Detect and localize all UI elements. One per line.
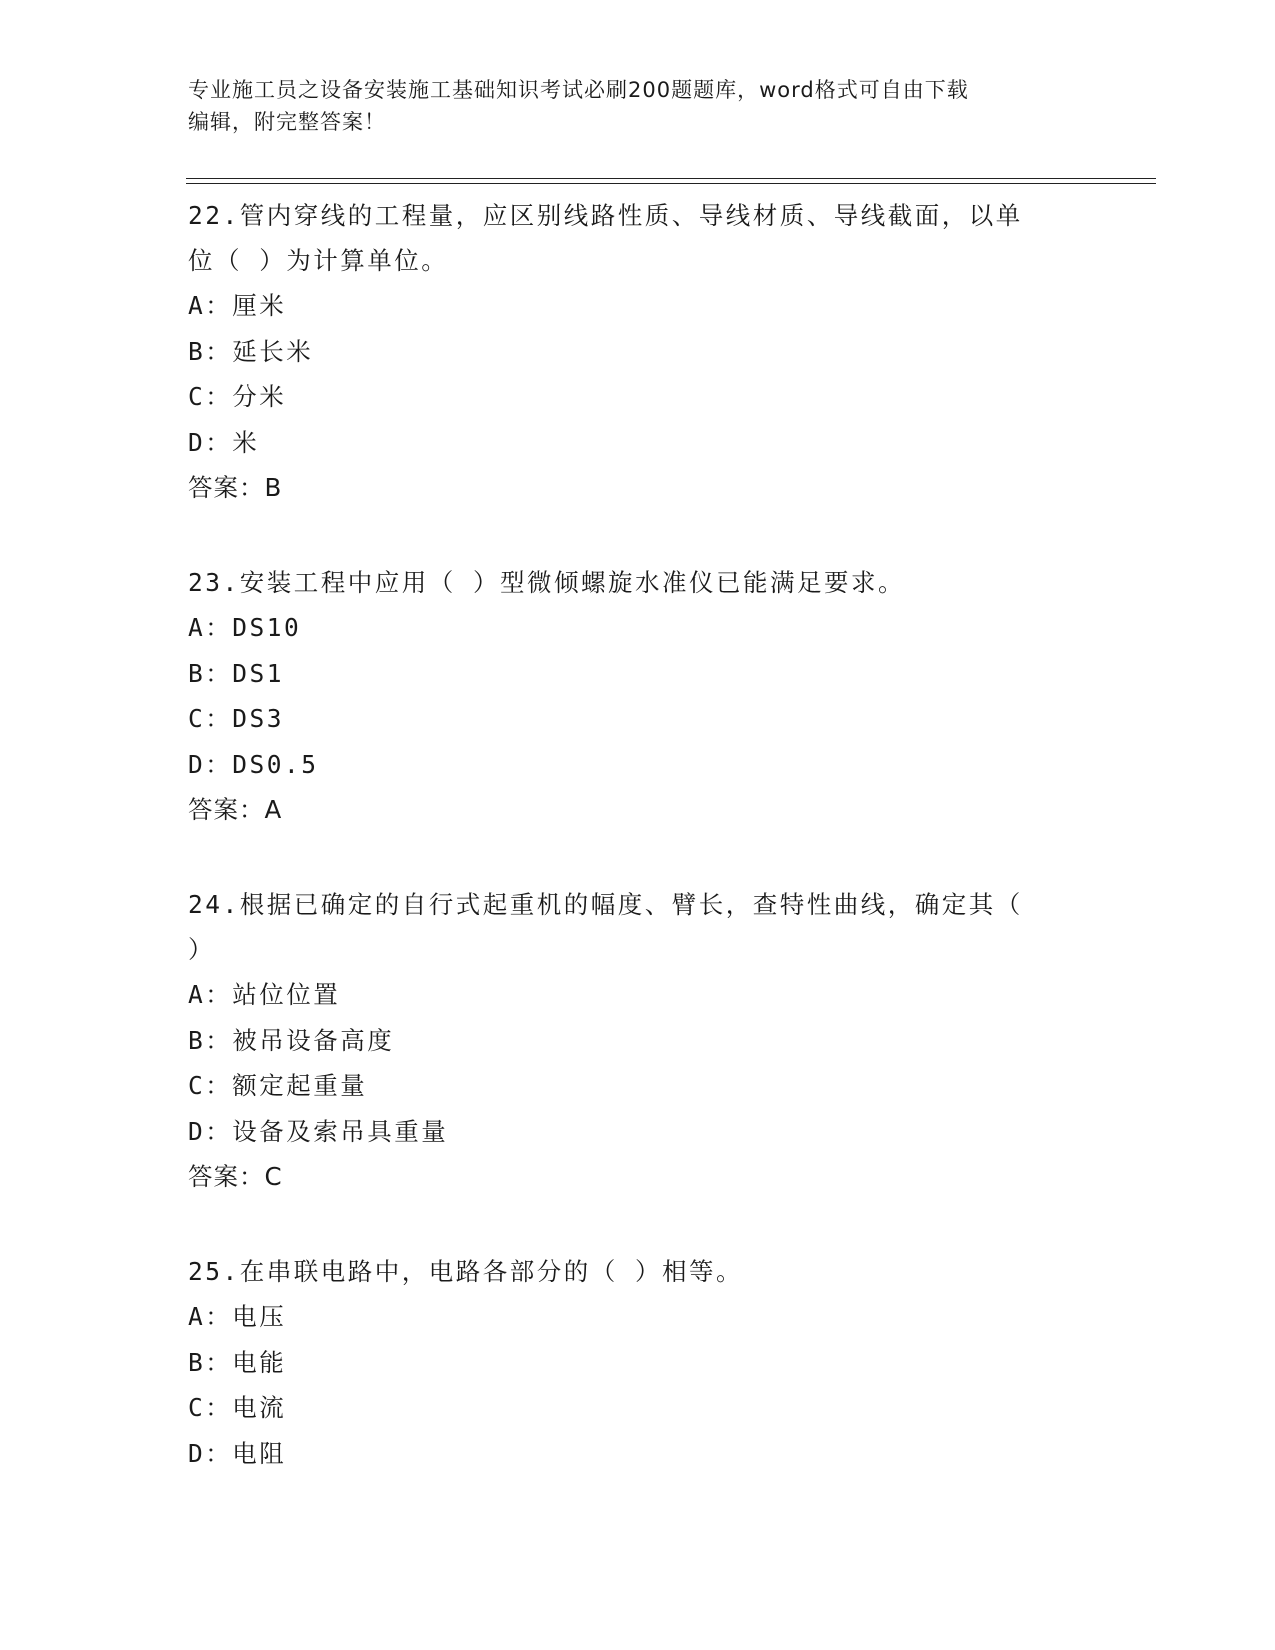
- question-list: [188, 193, 1088, 1476]
- question-spacer: [188, 1199, 1088, 1249]
- question-text: [188, 1249, 1088, 1294]
- option-b: B：DS1: [188, 658, 285, 688]
- question-text-line: 25.在串联电路中，电路各部分的（ ）相等。: [188, 1257, 743, 1286]
- option-b: B：延长米: [188, 336, 314, 366]
- header-line-1: 专业施工员之设备安装施工基础知识考试必刷200题题库，word格式可自由下载: [188, 78, 969, 102]
- question-text-line: 位（ ）为计算单位。: [188, 246, 449, 275]
- option-d: D：电阻: [188, 1438, 287, 1468]
- document-header: [188, 74, 1068, 138]
- option-a: A：站位位置: [188, 980, 341, 1009]
- question-text: [188, 193, 1088, 283]
- option-a: A：厘米: [188, 291, 287, 320]
- option-c: C：分米: [188, 382, 287, 411]
- question-text-line: 24.根据已确定的自行式起重机的幅度、臂长，查特性曲线，确定其（: [188, 890, 1023, 919]
- question-text: [188, 560, 1088, 605]
- option-c: C：额定起重量: [188, 1071, 368, 1100]
- question-spacer: [188, 832, 1088, 882]
- question-text: [188, 882, 1088, 972]
- question-text-line: 23.安装工程中应用（ ）型微倾螺旋水准仪已能满足要求。: [188, 568, 905, 597]
- question-spacer: [188, 510, 1088, 560]
- option-b: B：电能: [188, 1347, 287, 1377]
- question-22: [188, 193, 1088, 510]
- option-d: D：米: [188, 427, 260, 457]
- header-line-2: 编辑，附完整答案！: [188, 110, 386, 134]
- header-divider-bottom: [186, 183, 1156, 184]
- option-d: D：DS0.5: [188, 749, 319, 779]
- question-23: [188, 560, 1088, 832]
- question-25: [188, 1249, 1088, 1476]
- answer: 答案：C: [188, 1162, 283, 1191]
- header-divider-top: [186, 178, 1156, 179]
- option-c: C：电流: [188, 1393, 287, 1422]
- option-c: C：DS3: [188, 704, 285, 733]
- option-b: B：被吊设备高度: [188, 1025, 395, 1055]
- question-text-line: ）: [188, 935, 215, 964]
- question-text-line: 22.管内穿线的工程量，应区别线路性质、导线材质、导线截面，以单: [188, 201, 1023, 230]
- answer: 答案：A: [188, 795, 283, 824]
- option-d: D：设备及索吊具重量: [188, 1116, 449, 1146]
- question-24: [188, 882, 1088, 1199]
- option-a: A：电压: [188, 1302, 287, 1331]
- option-a: A：DS10: [188, 613, 302, 642]
- answer: 答案：B: [188, 473, 283, 502]
